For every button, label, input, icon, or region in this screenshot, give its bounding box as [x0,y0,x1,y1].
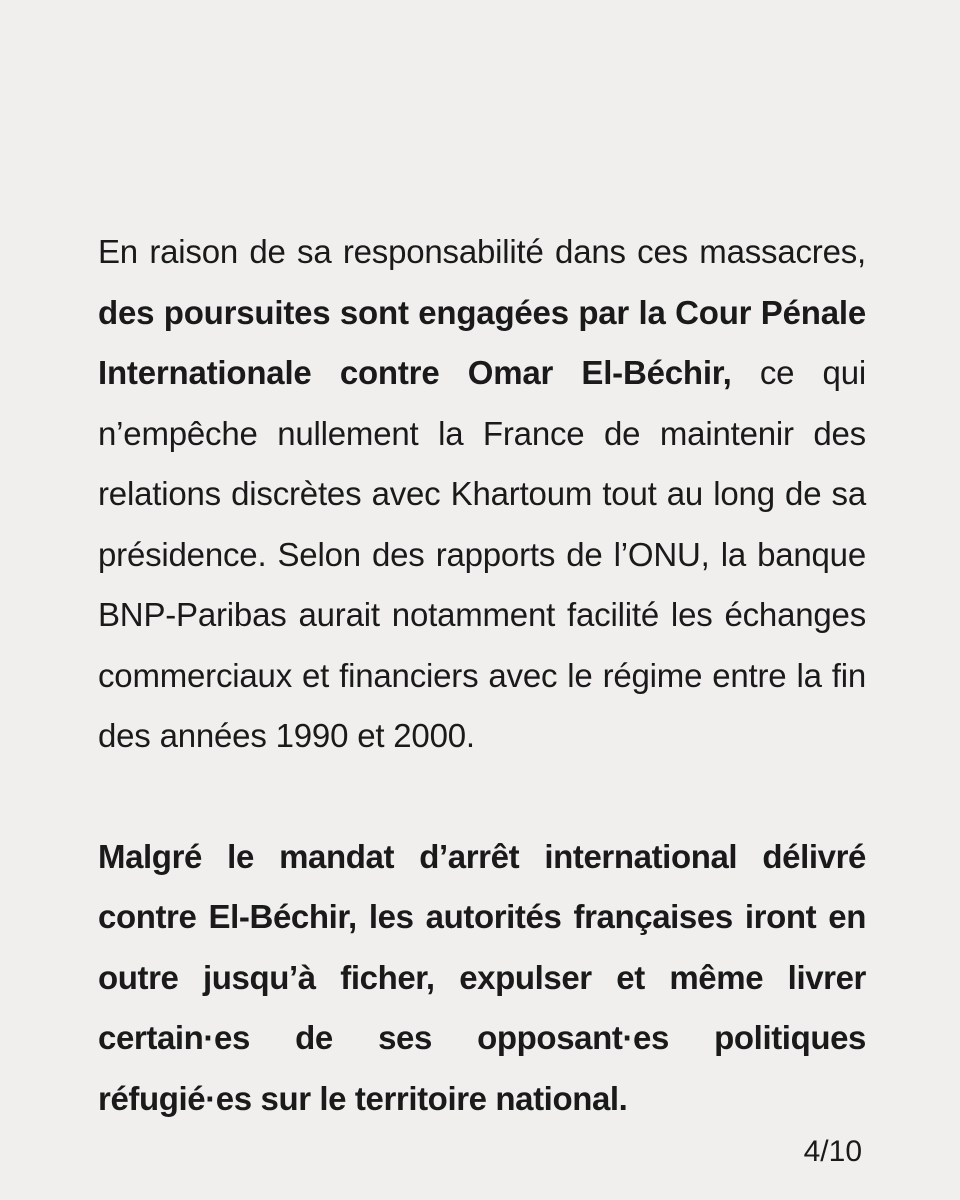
paragraph-1-intro: En raison de sa responsabilité dans ces massacres, [98,233,866,270]
text-content [98,222,866,1129]
page-number: 4/10 [803,1135,862,1168]
paragraph-1-rest: ce qui n’empêche nullement la France de maintenir des relations discrètes avec Khartoum tout au long de sa présidence. Selon des rapports de l’ONU, la banque BNP-Paribas aurait notamment facilité les échanges commerciaux et financiers avec le régime entre la fin des années 1990 et 2000. [98,354,866,754]
paragraph-1-bold: des poursuites sont engagées par la Cour Pénale Internationale contre Omar El-Béchir, [98,293,866,391]
paragraph-2: Malgré le mandat d’arrêt international délivré contre El-Béchir, les autorités françaises iront en outre jusqu’à ficher, expulser et même livrer certain·es de ses opposant·es politiques réfugié·es sur le territoire national. [98,837,866,1117]
paragraph-1 [98,222,866,767]
